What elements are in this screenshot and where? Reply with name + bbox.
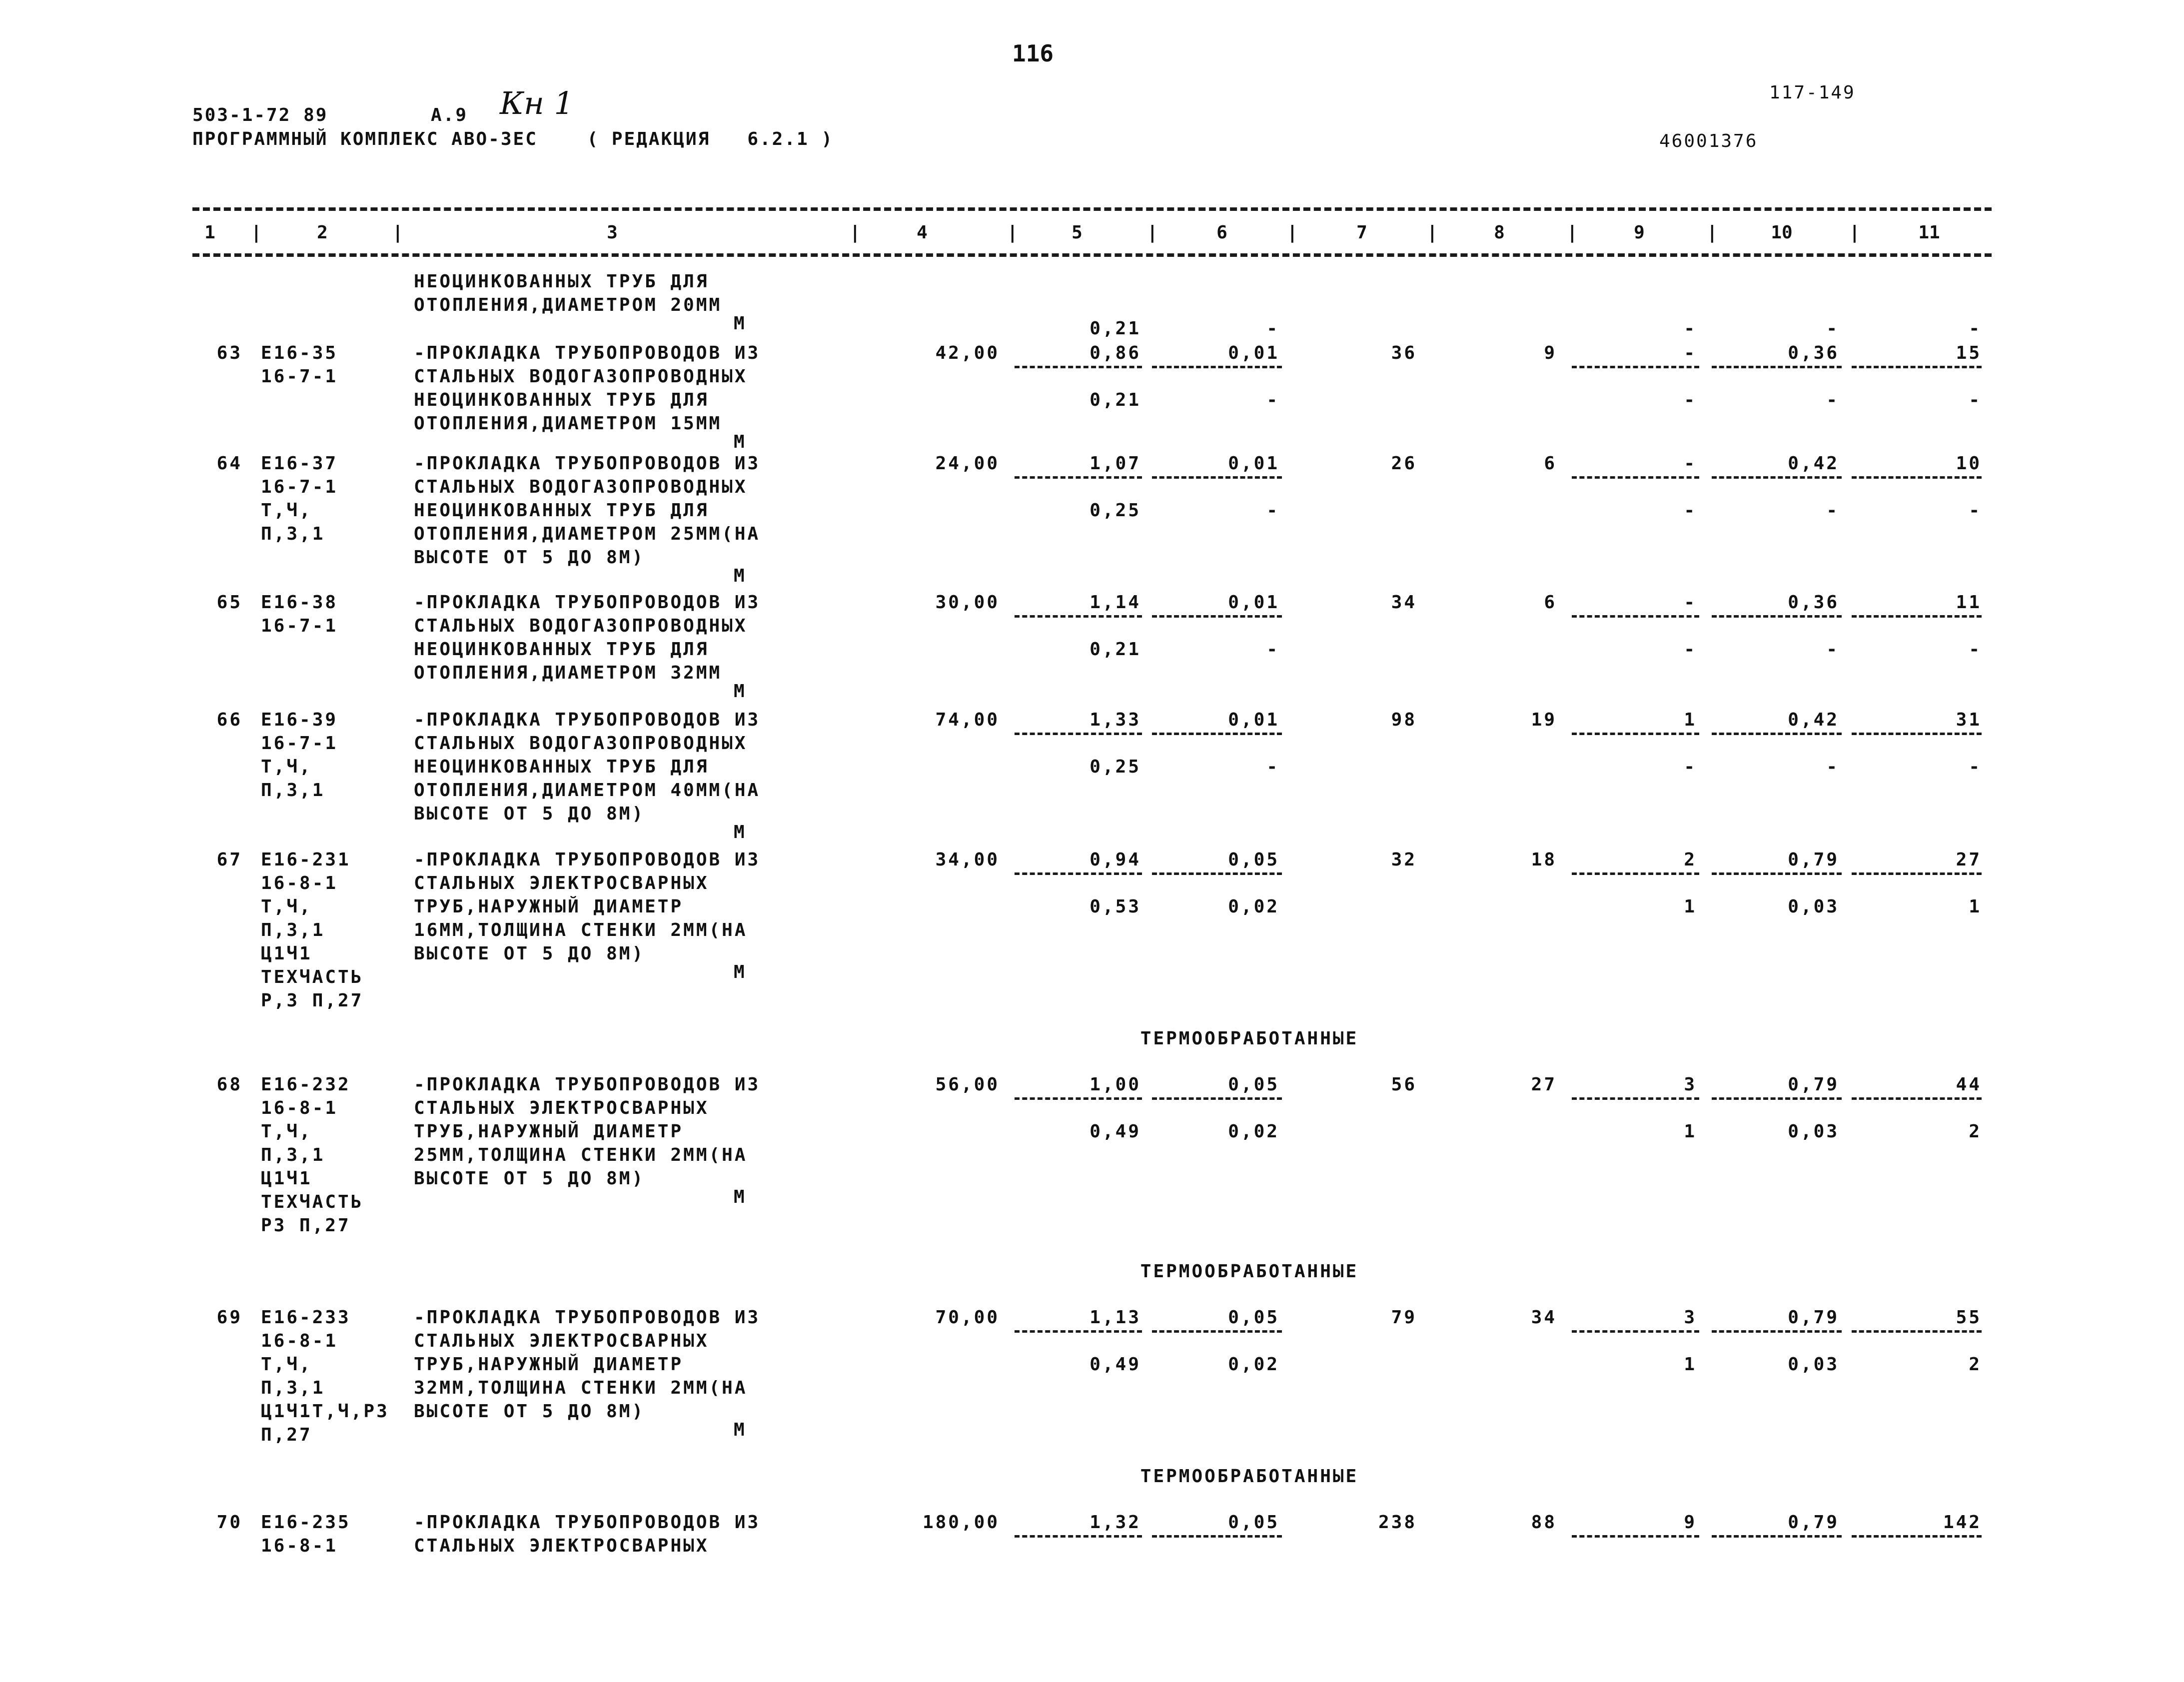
- norm-code: Р,3 П,27: [261, 990, 364, 1011]
- cost-wages: 6: [1544, 453, 1557, 474]
- column-divider: |: [850, 222, 861, 243]
- work-description: ВЫСОТЕ ОТ 5 ДО 8М): [414, 1401, 645, 1422]
- norm-code: Е16-233: [261, 1307, 351, 1328]
- labor-machinists-total: 2: [1969, 1354, 1982, 1375]
- work-description: -ПРОКЛАДКА ТРУБОПРОВОДОВ ИЗ: [414, 1074, 761, 1095]
- labor-machinists-total: -: [1969, 500, 1982, 521]
- labor-total: 27: [1956, 849, 1982, 870]
- labor-machinists-total: 2: [1969, 1121, 1982, 1142]
- work-description: СТАЛЬНЫХ ЭЛЕКТРОСВАРНЫХ: [414, 1536, 709, 1556]
- fraction-rule: [1852, 615, 1982, 618]
- unit-cost-total: 1,07: [1090, 453, 1141, 474]
- row-number: 70: [216, 1512, 242, 1533]
- fraction-rule: [1712, 1097, 1842, 1100]
- norm-code: П,3,1: [261, 1145, 325, 1165]
- quantity: 74,00: [935, 710, 1000, 730]
- quantity: 24,00: [935, 453, 1000, 474]
- cost-machinists: 1: [1684, 1121, 1697, 1142]
- cost-total: 32: [1391, 849, 1417, 870]
- unit-cost-machines: 0,05: [1228, 1512, 1279, 1533]
- fraction-rule: [1152, 1097, 1282, 1100]
- cost-wages: 9: [1544, 343, 1557, 363]
- unit-label: М: [734, 432, 747, 452]
- cost-machines: 2: [1684, 849, 1697, 870]
- column-divider: |: [1567, 222, 1578, 243]
- work-description: НЕОЦИНКОВАННЫХ ТРУБ ДЛЯ: [414, 500, 709, 521]
- work-description: -ПРОКЛАДКА ТРУБОПРОВОДОВ ИЗ: [414, 1307, 761, 1328]
- work-description: -ПРОКЛАДКА ТРУБОПРОВОДОВ ИЗ: [414, 592, 761, 613]
- row-number: 65: [216, 592, 242, 613]
- labor-machinists-unit: 0,03: [1788, 896, 1839, 917]
- fraction-rule: [1152, 733, 1282, 735]
- fraction-rule: [1852, 476, 1982, 479]
- fraction-rule: [1712, 1535, 1842, 1538]
- cost-machinists: -: [1684, 500, 1697, 521]
- cost-total: 56: [1391, 1074, 1417, 1095]
- norm-code: П,3,1: [261, 1378, 325, 1398]
- unit-cost-total: 1,32: [1090, 1512, 1141, 1533]
- labor-machinists-total: 1: [1969, 896, 1982, 917]
- work-description: ТРУБ,НАРУЖНЫЙ ДИАМЕТР: [414, 1121, 684, 1142]
- work-description: ОТОПЛЕНИЯ,ДИАМЕТРОМ 32ММ: [414, 663, 722, 683]
- work-description: СТАЛЬНЫХ ВОДОГАЗОПРОВОДНЫХ: [414, 616, 748, 636]
- unit-cost-wages: 0,25: [1090, 757, 1141, 777]
- labor-total: 142: [1943, 1512, 1982, 1533]
- fraction-rule: [1015, 1330, 1142, 1333]
- unit-cost-machinists: -: [1266, 390, 1279, 410]
- unit-cost-wages: 0,49: [1090, 1121, 1141, 1142]
- row-number: 68: [216, 1074, 242, 1095]
- fraction-rule: [1152, 366, 1282, 368]
- labor-machinists-unit: 0,03: [1788, 1121, 1839, 1142]
- row-number: 64: [216, 453, 242, 474]
- work-description: ОТОПЛЕНИЯ,ДИАМЕТРОМ 40ММ(НА: [414, 780, 761, 801]
- quantity: 70,00: [935, 1307, 1000, 1328]
- fraction-rule: [1712, 733, 1842, 735]
- row-number: 67: [216, 849, 242, 870]
- labor-total: 10: [1956, 453, 1982, 474]
- fraction-rule: [1712, 1330, 1842, 1333]
- work-description: 16ММ,ТОЛЩИНА СТЕНКИ 2ММ(НА: [414, 920, 748, 940]
- norm-code: П,3,1: [261, 920, 325, 940]
- work-description: ОТОПЛЕНИЯ,ДИАМЕТРОМ 25ММ(НА: [414, 524, 761, 544]
- quantity: 34,00: [935, 849, 1000, 870]
- norm-code: Р3 П,27: [261, 1215, 351, 1236]
- norm-code: Т,Ч,: [261, 757, 312, 777]
- cost-machines: 1: [1684, 710, 1697, 730]
- fraction-rule: [1152, 476, 1282, 479]
- labor-unit: 0,36: [1788, 343, 1839, 363]
- labor-machinists-total: -: [1969, 318, 1982, 339]
- cost-machines: -: [1684, 343, 1697, 363]
- cost-machines: 9: [1684, 1512, 1697, 1533]
- fraction-rule: [1152, 1330, 1282, 1333]
- work-description: СТАЛЬНЫХ ВОДОГАЗОПРОВОДНЫХ: [414, 477, 748, 497]
- norm-code: ТЕХЧАСТЬ: [261, 1192, 364, 1212]
- unit-label: М: [734, 681, 747, 702]
- labor-machinists-unit: -: [1826, 639, 1839, 660]
- labor-machinists-total: -: [1969, 757, 1982, 777]
- fraction-rule: [1015, 872, 1142, 875]
- unit-cost-machines: 0,01: [1228, 343, 1279, 363]
- norm-code: 16-8-1: [261, 873, 338, 893]
- fraction-rule: [1572, 615, 1699, 618]
- unit-cost-total: 0,86: [1090, 343, 1141, 363]
- unit-cost-machines: 0,01: [1228, 592, 1279, 613]
- fraction-rule: [1712, 872, 1842, 875]
- work-description: ТРУБ,НАРУЖНЫЙ ДИАМЕТР: [414, 896, 684, 917]
- cost-wages: 6: [1544, 592, 1557, 613]
- norm-code: Ц1Ч1Т,Ч,Р3: [261, 1401, 389, 1422]
- column-header: 10: [1771, 222, 1793, 243]
- labor-unit: 0,36: [1788, 592, 1839, 613]
- norm-code: Е16-35: [261, 343, 338, 363]
- unit-label: М: [734, 1187, 747, 1207]
- cost-machinists: -: [1684, 639, 1697, 660]
- cost-wages: 34: [1531, 1307, 1557, 1328]
- sheet-code: 117-149: [1769, 82, 1856, 103]
- norm-code: Т,Ч,: [261, 1354, 312, 1375]
- labor-total: 15: [1956, 343, 1982, 363]
- labor-machinists-unit: -: [1826, 390, 1839, 410]
- section-note: ТЕРМООБРАБОТАННЫЕ: [1140, 1466, 1359, 1487]
- labor-machinists-unit: -: [1826, 318, 1839, 339]
- unit-cost-machinists: 0,02: [1228, 1354, 1279, 1375]
- norm-code: Ц1Ч1: [261, 1168, 312, 1189]
- cost-total: 26: [1391, 453, 1417, 474]
- work-description: СТАЛЬНЫХ ЭЛЕКТРОСВАРНЫХ: [414, 873, 709, 893]
- unit-cost-machines: 0,05: [1228, 849, 1279, 870]
- work-description: НЕОЦИНКОВАННЫХ ТРУБ ДЛЯ: [414, 390, 709, 410]
- column-divider: |: [1849, 222, 1860, 243]
- unit-cost-machinists: 0,02: [1228, 1121, 1279, 1142]
- norm-code: П,27: [261, 1425, 312, 1445]
- norm-code: Е16-235: [261, 1512, 351, 1533]
- unit-cost-wages: 0,53: [1090, 896, 1141, 917]
- cost-machinists: 1: [1684, 896, 1697, 917]
- unit-cost-total: 0,94: [1090, 849, 1141, 870]
- column-divider: |: [1427, 222, 1438, 243]
- fraction-rule: [1572, 1097, 1699, 1100]
- unit-cost-machinists: -: [1266, 318, 1279, 339]
- unit-cost-machinists: -: [1266, 639, 1279, 660]
- labor-unit: 0,79: [1788, 849, 1839, 870]
- column-header: 1: [204, 222, 215, 243]
- column-header: 4: [917, 222, 928, 243]
- column-divider: |: [1007, 222, 1018, 243]
- fraction-rule: [1712, 476, 1842, 479]
- norm-code: П,3,1: [261, 780, 325, 801]
- labor-unit: 0,42: [1788, 453, 1839, 474]
- cost-machines: -: [1684, 592, 1697, 613]
- norm-code: Т,Ч,: [261, 896, 312, 917]
- section-note: ТЕРМООБРАБОТАННЫЕ: [1140, 1261, 1359, 1282]
- fraction-rule: [1572, 1535, 1699, 1538]
- labor-unit: 0,42: [1788, 710, 1839, 730]
- fraction-rule: [1015, 366, 1142, 368]
- unit-cost-wages: 0,25: [1090, 500, 1141, 521]
- unit-cost-machinists: -: [1266, 500, 1279, 521]
- norm-code: Е16-38: [261, 592, 338, 613]
- work-description: -ПРОКЛАДКА ТРУБОПРОВОДОВ ИЗ: [414, 453, 761, 474]
- norm-code: Ц1Ч1: [261, 943, 312, 964]
- norm-code: 16-7-1: [261, 733, 338, 754]
- fraction-rule: [1572, 733, 1699, 735]
- cost-total: 34: [1391, 592, 1417, 613]
- fraction-rule: [1852, 1535, 1982, 1538]
- cost-machinists: 1: [1684, 1354, 1697, 1375]
- norm-code: П,3,1: [261, 524, 325, 544]
- work-description: ОТОПЛЕНИЯ,ДИАМЕТРОМ 15ММ: [414, 413, 722, 434]
- row-number: 66: [216, 710, 242, 730]
- cost-wages: 88: [1531, 1512, 1557, 1533]
- fraction-rule: [1852, 366, 1982, 368]
- fraction-rule: [1852, 733, 1982, 735]
- column-divider: |: [1147, 222, 1158, 243]
- table-header-rule: [192, 253, 1992, 257]
- fraction-rule: [1152, 615, 1282, 618]
- unit-cost-wages: 0,21: [1090, 639, 1141, 660]
- labor-machinists-unit: -: [1826, 757, 1839, 777]
- fraction-rule: [1015, 733, 1142, 735]
- labor-machinists-unit: 0,03: [1788, 1354, 1839, 1375]
- work-description: 32ММ,ТОЛЩИНА СТЕНКИ 2ММ(НА: [414, 1378, 748, 1398]
- handwritten-note: Кн 1: [500, 85, 574, 121]
- cost-wages: 18: [1531, 849, 1557, 870]
- unit-cost-total: 1,33: [1090, 710, 1141, 730]
- fraction-rule: [1852, 1330, 1982, 1333]
- labor-total: 55: [1956, 1307, 1982, 1328]
- labor-machinists-unit: -: [1826, 500, 1839, 521]
- cost-wages: 27: [1531, 1074, 1557, 1095]
- fraction-rule: [1572, 1330, 1699, 1333]
- cost-machines: -: [1684, 453, 1697, 474]
- fraction-rule: [1852, 872, 1982, 875]
- page-number: 116: [1012, 40, 1054, 67]
- labor-unit: 0,79: [1788, 1512, 1839, 1533]
- unit-cost-machines: 0,05: [1228, 1074, 1279, 1095]
- unit-label: М: [734, 313, 747, 334]
- labor-unit: 0,79: [1788, 1307, 1839, 1328]
- norm-code: 16-8-1: [261, 1536, 338, 1556]
- norm-code: 16-8-1: [261, 1331, 338, 1351]
- unit-cost-machinists: 0,02: [1228, 896, 1279, 917]
- work-description: 25ММ,ТОЛЩИНА СТЕНКИ 2ММ(НА: [414, 1145, 748, 1165]
- norm-code: Е16-39: [261, 710, 338, 730]
- norm-code: 16-7-1: [261, 477, 338, 497]
- unit-label: М: [734, 822, 747, 842]
- labor-unit: 0,79: [1788, 1074, 1839, 1095]
- work-description: СТАЛЬНЫХ ЭЛЕКТРОСВАРНЫХ: [414, 1098, 709, 1118]
- column-divider: |: [392, 222, 403, 243]
- fraction-rule: [1852, 1097, 1982, 1100]
- unit-cost-wages: 0,49: [1090, 1354, 1141, 1375]
- unit-cost-wages: 0,21: [1090, 390, 1141, 410]
- column-header: 7: [1356, 222, 1367, 243]
- quantity: 180,00: [922, 1512, 1000, 1533]
- work-description: ВЫСОТЕ ОТ 5 ДО 8М): [414, 804, 645, 824]
- cost-total: 98: [1391, 710, 1417, 730]
- cost-machinists: -: [1684, 318, 1697, 339]
- quantity: 56,00: [935, 1074, 1000, 1095]
- work-description: НЕОЦИНКОВАННЫХ ТРУБ ДЛЯ: [414, 757, 709, 777]
- quantity: 42,00: [935, 343, 1000, 363]
- unit-cost-total: 1,00: [1090, 1074, 1141, 1095]
- quantity: 30,00: [935, 592, 1000, 613]
- unit-cost-machines: 0,01: [1228, 710, 1279, 730]
- section-note: ТЕРМООБРАБОТАННЫЕ: [1140, 1028, 1359, 1049]
- work-description: ВЫСОТЕ ОТ 5 ДО 8М): [414, 943, 645, 964]
- row-number: 63: [216, 343, 242, 363]
- labor-machinists-total: -: [1969, 639, 1982, 660]
- unit-cost-machines: 0,01: [1228, 453, 1279, 474]
- fraction-rule: [1712, 615, 1842, 618]
- doc-code: 503-1-72 89: [192, 105, 328, 125]
- norm-code: Т,Ч,: [261, 500, 312, 521]
- column-divider: |: [1707, 222, 1718, 243]
- fraction-rule: [1572, 476, 1699, 479]
- column-header: 6: [1216, 222, 1227, 243]
- work-description: -ПРОКЛАДКА ТРУБОПРОВОДОВ ИЗ: [414, 849, 761, 870]
- cost-machines: 3: [1684, 1307, 1697, 1328]
- work-description: СТАЛЬНЫХ ВОДОГАЗОПРОВОДНЫХ: [414, 366, 748, 387]
- cost-total: 36: [1391, 343, 1417, 363]
- work-description: ТРУБ,НАРУЖНЫЙ ДИАМЕТР: [414, 1354, 684, 1375]
- fraction-rule: [1015, 1535, 1142, 1538]
- column-divider: |: [251, 222, 262, 243]
- unit-cost-wages: 0,21: [1090, 318, 1141, 339]
- work-description: СТАЛЬНЫХ ВОДОГАЗОПРОВОДНЫХ: [414, 733, 748, 754]
- norm-code: Е16-232: [261, 1074, 351, 1095]
- column-header: 11: [1918, 222, 1940, 243]
- cost-total: 79: [1391, 1307, 1417, 1328]
- column-header: 5: [1072, 222, 1083, 243]
- unit-label: М: [734, 566, 747, 586]
- cost-wages: 19: [1531, 710, 1557, 730]
- cost-machinists: -: [1684, 757, 1697, 777]
- norm-code: 16-7-1: [261, 616, 338, 636]
- fraction-rule: [1152, 872, 1282, 875]
- unit-label: М: [734, 1420, 747, 1440]
- table-top-rule: [192, 207, 1992, 211]
- fraction-rule: [1572, 366, 1699, 368]
- norm-code: Е16-37: [261, 453, 338, 474]
- unit-cost-total: 1,14: [1090, 592, 1141, 613]
- fraction-rule: [1572, 872, 1699, 875]
- work-description: ВЫСОТЕ ОТ 5 ДО 8М): [414, 547, 645, 568]
- column-header: 9: [1634, 222, 1645, 243]
- unit-label: М: [734, 962, 747, 982]
- cost-machinists: -: [1684, 390, 1697, 410]
- work-description: СТАЛЬНЫХ ЭЛЕКТРОСВАРНЫХ: [414, 1331, 709, 1351]
- program-line: ПРОГРАММНЫЙ КОМПЛЕКС АВО-3ЕС ( РЕДАКЦИЯ 6.2.1 ): [192, 129, 834, 149]
- norm-code: ТЕХЧАСТЬ: [261, 967, 364, 987]
- work-description: -ПРОКЛАДКА ТРУБОПРОВОДОВ ИЗ: [414, 343, 761, 363]
- work-description: НЕОЦИНКОВАННЫХ ТРУБ ДЛЯ: [414, 639, 709, 660]
- work-description: ОТОПЛЕНИЯ,ДИАМЕТРОМ 20ММ: [414, 295, 722, 315]
- column-header: 3: [607, 222, 618, 243]
- cost-machines: 3: [1684, 1074, 1697, 1095]
- labor-machinists-total: -: [1969, 390, 1982, 410]
- fraction-rule: [1712, 366, 1842, 368]
- column-header: 8: [1494, 222, 1505, 243]
- column-header: 2: [317, 222, 328, 243]
- norm-code: Е16-231: [261, 849, 351, 870]
- labor-total: 44: [1956, 1074, 1982, 1095]
- labor-total: 31: [1956, 710, 1982, 730]
- row-number: 69: [216, 1307, 242, 1328]
- fraction-rule: [1015, 476, 1142, 479]
- norm-code: Т,Ч,: [261, 1121, 312, 1142]
- norm-code: 16-8-1: [261, 1098, 338, 1118]
- norm-code: 16-7-1: [261, 366, 338, 387]
- fraction-rule: [1015, 1097, 1142, 1100]
- fraction-rule: [1152, 1535, 1282, 1538]
- work-description: ВЫСОТЕ ОТ 5 ДО 8М): [414, 1168, 645, 1189]
- unit-cost-machines: 0,05: [1228, 1307, 1279, 1328]
- column-divider: |: [1287, 222, 1298, 243]
- work-description: НЕОЦИНКОВАННЫХ ТРУБ ДЛЯ: [414, 271, 709, 292]
- album-code: А.9: [431, 105, 468, 125]
- unit-cost-total: 1,13: [1090, 1307, 1141, 1328]
- work-description: -ПРОКЛАДКА ТРУБОПРОВОДОВ ИЗ: [414, 1512, 761, 1533]
- fraction-rule: [1015, 615, 1142, 618]
- unit-cost-machinists: -: [1266, 757, 1279, 777]
- cost-total: 238: [1378, 1512, 1417, 1533]
- work-description: -ПРОКЛАДКА ТРУБОПРОВОДОВ ИЗ: [414, 710, 761, 730]
- labor-total: 11: [1956, 592, 1982, 613]
- doc-id: 46001376: [1659, 131, 1758, 151]
